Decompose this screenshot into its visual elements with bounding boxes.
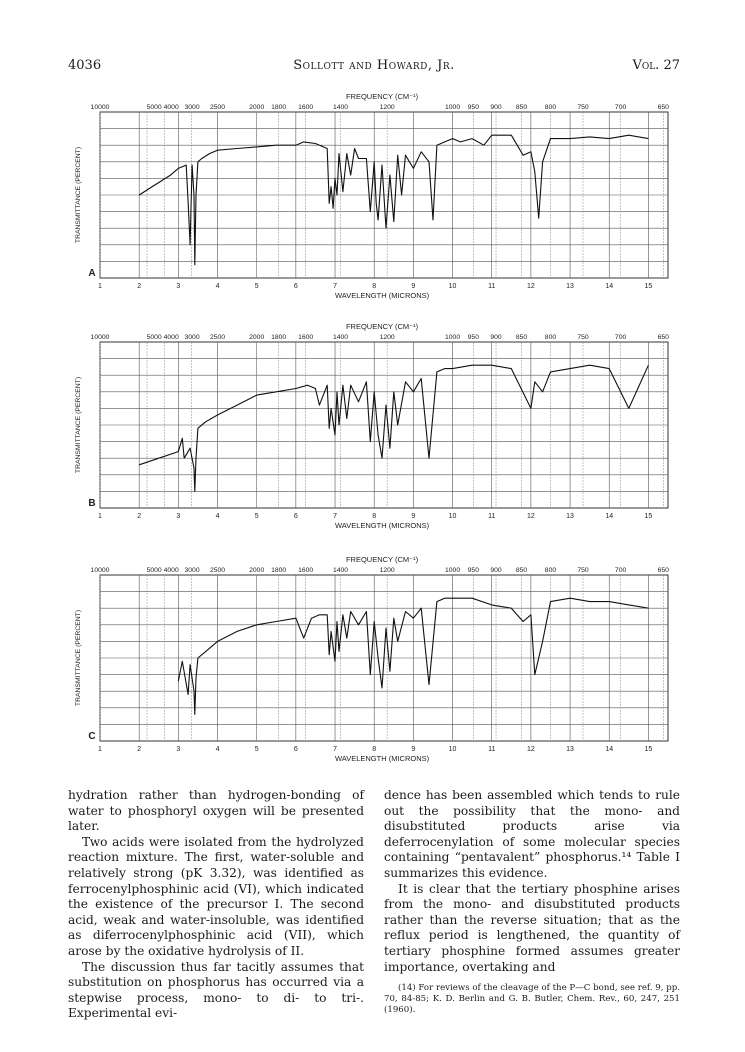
running-header [68, 58, 680, 78]
frequency-tick-label: 850 [515, 567, 528, 574]
paragraph: The discussion thus far tacitly assumes that substitution on phosphorus has occurred via a stepwise process, mono- to di- to tri-. Experimental evi- [68, 959, 364, 1021]
wavelength-tick-label: 3 [176, 283, 181, 290]
transmittance-axis-title: TRANSMITTANCE (PERCENT) [75, 609, 82, 707]
frequency-tick-label: 1400 [332, 567, 349, 574]
wavelength-tick-label: 9 [411, 283, 416, 290]
frequency-tick-label: 900 [490, 104, 502, 111]
wavelength-tick-label: 8 [372, 513, 377, 520]
wavelength-tick-label: 4 [215, 513, 220, 520]
panel-label: B [88, 498, 96, 509]
frequency-tick-label: 3000 [184, 104, 200, 111]
wavelength-tick-label: 8 [372, 746, 377, 753]
wavelength-tick-label: 15 [644, 283, 653, 290]
wavelength-tick-label: 1 [98, 746, 102, 753]
frequency-axis-title: FREQUENCY (CM⁻¹) [345, 92, 419, 101]
wavelength-tick-label: 14 [605, 283, 614, 290]
frequency-tick-label: 650 [657, 334, 669, 341]
wavelength-tick-label: 2 [137, 746, 142, 753]
frequency-tick-label: 1000 [444, 567, 461, 574]
frequency-tick-label: 2500 [209, 104, 226, 111]
frequency-tick-label: 800 [544, 104, 557, 111]
frequency-tick-label: 850 [515, 334, 528, 341]
wavelength-axis-title: WAVELENGTH (MICRONS) [334, 521, 430, 530]
wavelength-tick-label: 5 [254, 513, 259, 520]
spectrum-a [68, 90, 688, 320]
wavelength-tick-label: 13 [566, 283, 574, 290]
frequency-tick-label: 1800 [271, 334, 287, 341]
wavelength-tick-label: 12 [526, 283, 535, 290]
frequency-tick-label: 650 [657, 567, 669, 574]
frequency-tick-label: 800 [544, 567, 557, 574]
spectrum-trace [139, 135, 648, 265]
paragraph: Two acids were isolated from the hydrolyzed reaction mixture. The first, water-soluble and relatively strong (pK 3.32), was identified as ferrocenylphosphinic acid (VI), which indicated the existence of the precursor I. The second acid, weak and water-insoluble, was identified as diferrocenylphosphinic acid (VII), which arose by the oxidative hydrolysis of II. [68, 834, 364, 958]
frequency-tick-label: 10000 [90, 567, 110, 574]
spectrum-b [68, 320, 688, 550]
frequency-tick-label: 2500 [209, 567, 226, 574]
wavelength-tick-label: 2 [137, 513, 142, 520]
frequency-tick-label: 1200 [379, 567, 395, 574]
frequency-tick-label: 5000 4000 [146, 567, 179, 574]
wavelength-tick-label: 13 [566, 746, 574, 753]
frequency-tick-label: 2500 [209, 334, 226, 341]
frequency-tick-label: 3000 [184, 334, 200, 341]
frequency-tick-label: 1000 [444, 104, 461, 111]
page-number: 4036 [68, 58, 102, 73]
wavelength-tick-label: 7 [333, 746, 337, 753]
wavelength-tick-label: 9 [411, 746, 416, 753]
paragraph: hydration rather than hydrogen-bonding of water to phosphoryl oxygen will be presented later. [68, 788, 364, 834]
frequency-tick-label: 700 [614, 334, 627, 341]
body-text [68, 788, 680, 1021]
wavelength-tick-label: 14 [605, 746, 614, 753]
running-title: Sollott and Howard, Jr. [293, 58, 455, 73]
frequency-tick-label: 2000 [249, 334, 265, 341]
wavelength-tick-label: 11 [488, 283, 496, 290]
wavelength-tick-label: 10 [448, 283, 457, 290]
frequency-tick-label: 2000 [249, 567, 265, 574]
frequency-tick-label: 950 [467, 334, 479, 341]
panel-label: C [88, 731, 96, 742]
frequency-tick-label: 850 [515, 104, 528, 111]
frequency-tick-label: 5000 4000 [146, 104, 179, 111]
frequency-tick-label: 1800 [271, 567, 287, 574]
frequency-tick-label: 1200 [379, 104, 395, 111]
wavelength-tick-label: 15 [644, 746, 653, 753]
frequency-tick-label: 1400 [332, 334, 349, 341]
wavelength-tick-label: 13 [566, 513, 574, 520]
frequency-tick-label: 700 [614, 567, 627, 574]
wavelength-tick-label: 11 [488, 746, 496, 753]
wavelength-tick-label: 4 [215, 746, 220, 753]
frequency-tick-label: 700 [614, 104, 627, 111]
wavelength-tick-label: 12 [526, 746, 535, 753]
wavelength-tick-label: 6 [293, 746, 298, 753]
frequency-tick-label: 1400 [332, 104, 349, 111]
frequency-tick-label: 650 [657, 104, 669, 111]
transmittance-axis-title: TRANSMITTANCE (PERCENT) [75, 146, 82, 244]
footnote: (14) For reviews of the cleavage of the P—C bond, see ref. 9, pp. 70, 84-85; K. D. Berlin and G. B. Butler, Chem. Rev., 60, 247, 251 (1960). [384, 983, 680, 1016]
spectrum-c [68, 553, 688, 783]
frequency-tick-label: 900 [490, 567, 502, 574]
frequency-tick-label: 1600 [298, 104, 314, 111]
frequency-tick-label: 1000 [444, 334, 461, 341]
wavelength-tick-label: 6 [293, 513, 298, 520]
wavelength-tick-label: 7 [333, 283, 337, 290]
frequency-tick-label: 750 [577, 567, 589, 574]
wavelength-tick-label: 8 [372, 283, 377, 290]
right-column [384, 788, 680, 1016]
wavelength-axis-title: WAVELENGTH (MICRONS) [334, 754, 430, 763]
frequency-tick-label: 1200 [379, 334, 395, 341]
panel-label: A [88, 268, 96, 279]
frequency-tick-label: 950 [467, 567, 479, 574]
frequency-axis-title: FREQUENCY (CM⁻¹) [345, 322, 419, 331]
wavelength-tick-label: 11 [488, 513, 496, 520]
frequency-tick-label: 800 [544, 334, 557, 341]
wavelength-tick-label: 3 [176, 513, 181, 520]
frequency-tick-label: 10000 [90, 104, 110, 111]
wavelength-tick-label: 3 [176, 746, 181, 753]
frequency-tick-label: 750 [577, 334, 589, 341]
frequency-tick-label: 5000 4000 [146, 334, 179, 341]
wavelength-tick-label: 4 [215, 283, 220, 290]
paragraph: dence has been assembled which tends to rule out the possibility that the mono- and disubstituted products arise via deferrocenylation of some molecular species containing “pentavalent” phosphorus.¹⁴ Table I summarizes this evidence. [384, 788, 680, 880]
wavelength-tick-label: 2 [137, 283, 142, 290]
frequency-tick-label: 950 [467, 104, 479, 111]
wavelength-tick-label: 6 [293, 283, 298, 290]
wavelength-tick-label: 7 [333, 513, 337, 520]
wavelength-tick-label: 10 [448, 513, 457, 520]
frequency-tick-label: 750 [577, 104, 589, 111]
wavelength-tick-label: 5 [254, 746, 259, 753]
paragraph: It is clear that the tertiary phosphine arises from the mono- and disubstituted products rather than the reverse situation; that as the reflux period is lengthened, the quantity of tertiary phosphine formed assumes greater importance, overtaking and [384, 881, 680, 974]
wavelength-tick-label: 1 [98, 283, 102, 290]
wavelength-tick-label: 14 [605, 513, 614, 520]
volume-label: Vol. 27 [632, 58, 680, 73]
wavelength-tick-label: 15 [644, 513, 653, 520]
spectrum-trace [139, 365, 648, 491]
wavelength-tick-label: 5 [254, 283, 259, 290]
frequency-tick-label: 2000 [249, 104, 265, 111]
frequency-axis-title: FREQUENCY (CM⁻¹) [345, 555, 419, 564]
wavelength-tick-label: 1 [98, 513, 102, 520]
wavelength-tick-label: 9 [411, 513, 416, 520]
wavelength-tick-label: 10 [448, 746, 457, 753]
wavelength-axis-title: WAVELENGTH (MICRONS) [334, 291, 430, 300]
frequency-tick-label: 10000 [90, 334, 110, 341]
frequency-tick-label: 1600 [298, 567, 314, 574]
frequency-tick-label: 1600 [298, 334, 314, 341]
transmittance-axis-title: TRANSMITTANCE (PERCENT) [75, 376, 82, 474]
frequency-tick-label: 3000 [184, 567, 200, 574]
left-column [68, 788, 364, 1022]
wavelength-tick-label: 12 [526, 513, 535, 520]
frequency-tick-label: 900 [490, 334, 502, 341]
frequency-tick-label: 1800 [271, 104, 287, 111]
